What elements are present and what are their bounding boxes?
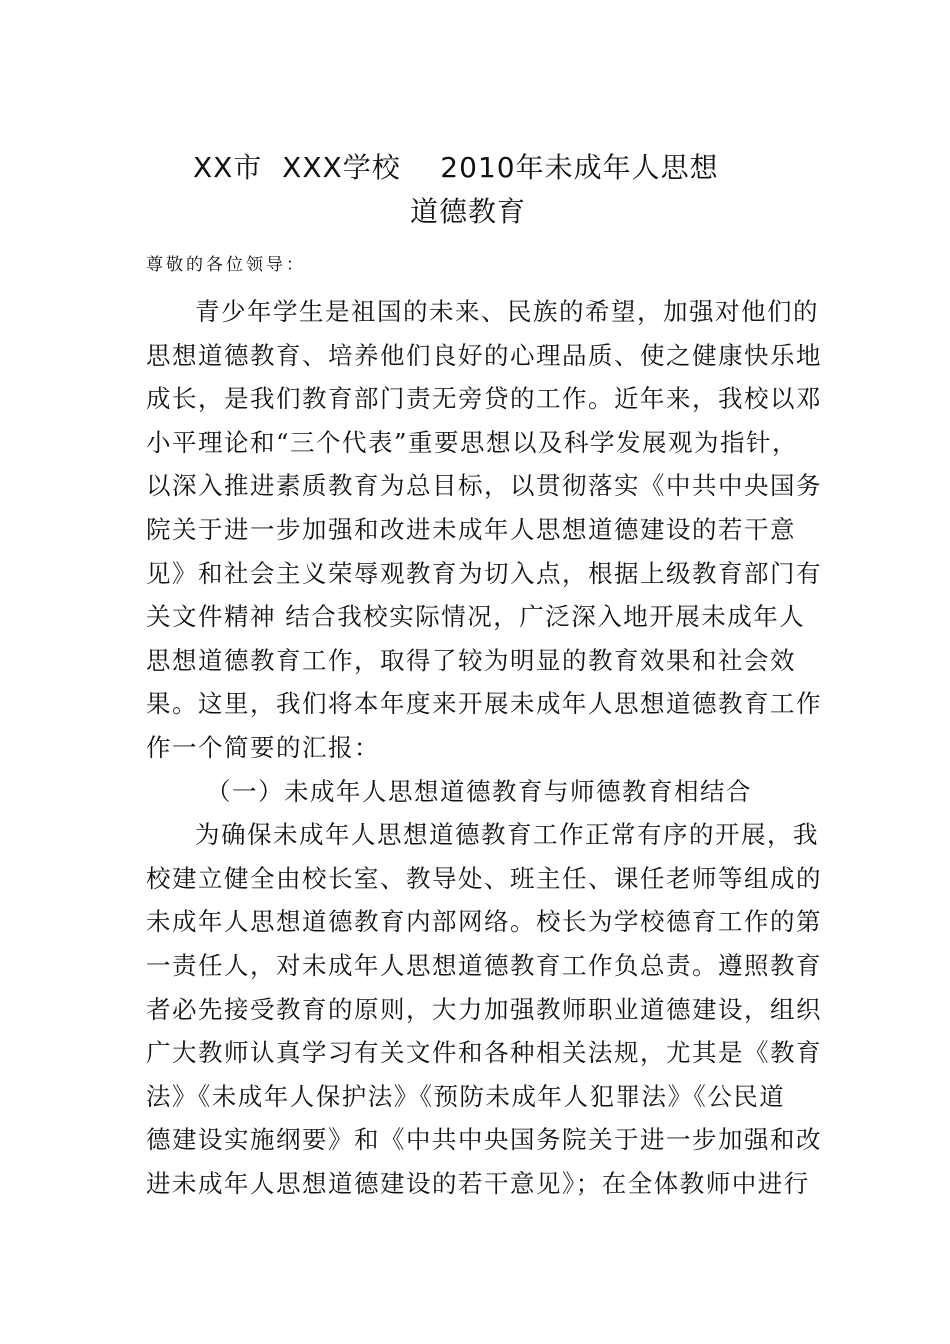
paragraph-line: 青少年学生是祖国的未来、民族的希望，加强对他们的 [195,297,819,326]
paragraph-line: 校建立健全由校长室、教导处、班主任、课任老师等组成的 [146,863,822,893]
paragraph-line: 为确保未成年人思想道德教育工作正常有序的开展，我 [195,820,819,850]
paragraph-line: 进未成年人思想道德建设的若干意见》；在全体教师中进行 [146,1168,810,1198]
paragraph-line: 成长，是我们教育部门责无旁贷的工作。近年来，我校以邓 [146,384,822,414]
document-title-line1: XX市 XXX学校 2010年未成年人思想 [193,151,719,184]
paragraph-line: 果。这里，我们将本年度来开展未成年人思想道德教育工作 [146,689,822,719]
paragraph-line: 一责任人，对未成年人思想道德教育工作负总责。遵照教育 [146,950,822,980]
paragraph-line: 德建设实施纲要》和《中共中央国务院关于进一步加强和改 [146,1125,822,1155]
paragraph-line: 以深入推进素质教育为总目标，以贯彻落实《中共中央国务 [146,471,822,501]
paragraph-line: 思想道德教育工作，取得了较为明显的教育效果和社会效 [146,645,796,675]
paragraph-line: 思想道德教育、培养他们良好的心理品质、使之健康快乐地 [146,340,822,370]
paragraph-line: 未成年人思想道德教育内部网络。校长为学校德育工作的第 [146,907,822,937]
paragraph-line: 作一个简要的汇报： [146,732,380,762]
document-title-line2: 道德教育 [410,195,527,228]
paragraph-line: 小平理论和“三个代表”重要思想以及科学发展观为指针， [146,427,799,457]
paragraph-line: 院关于进一步加强和改进未成年人思想道德建设的若干意 [146,514,796,544]
paragraph-line: 广大教师认真学习有关文件和各种相关法规，尤其是《教育 [146,1038,822,1068]
salutation: 尊敬的各位领导： [146,255,306,275]
paragraph-line: 关文件精神 结合我校实际情况，广泛深入地开展未成年人 [146,602,806,632]
section-heading: （一）未成年人思想道德教育与师德教育相结合 [206,776,752,806]
paragraph-line: 者必先接受教育的原则，大力加强教师职业道德建设，组织 [146,994,822,1024]
paragraph-line: 法》《未成年人保护法》《预防未成年人犯罪法》《公民道 [146,1081,786,1111]
paragraph-line: 见》和社会主义荣辱观教育为切入点，根据上级教育部门有 [146,558,822,588]
document-body [146,290,822,1205]
